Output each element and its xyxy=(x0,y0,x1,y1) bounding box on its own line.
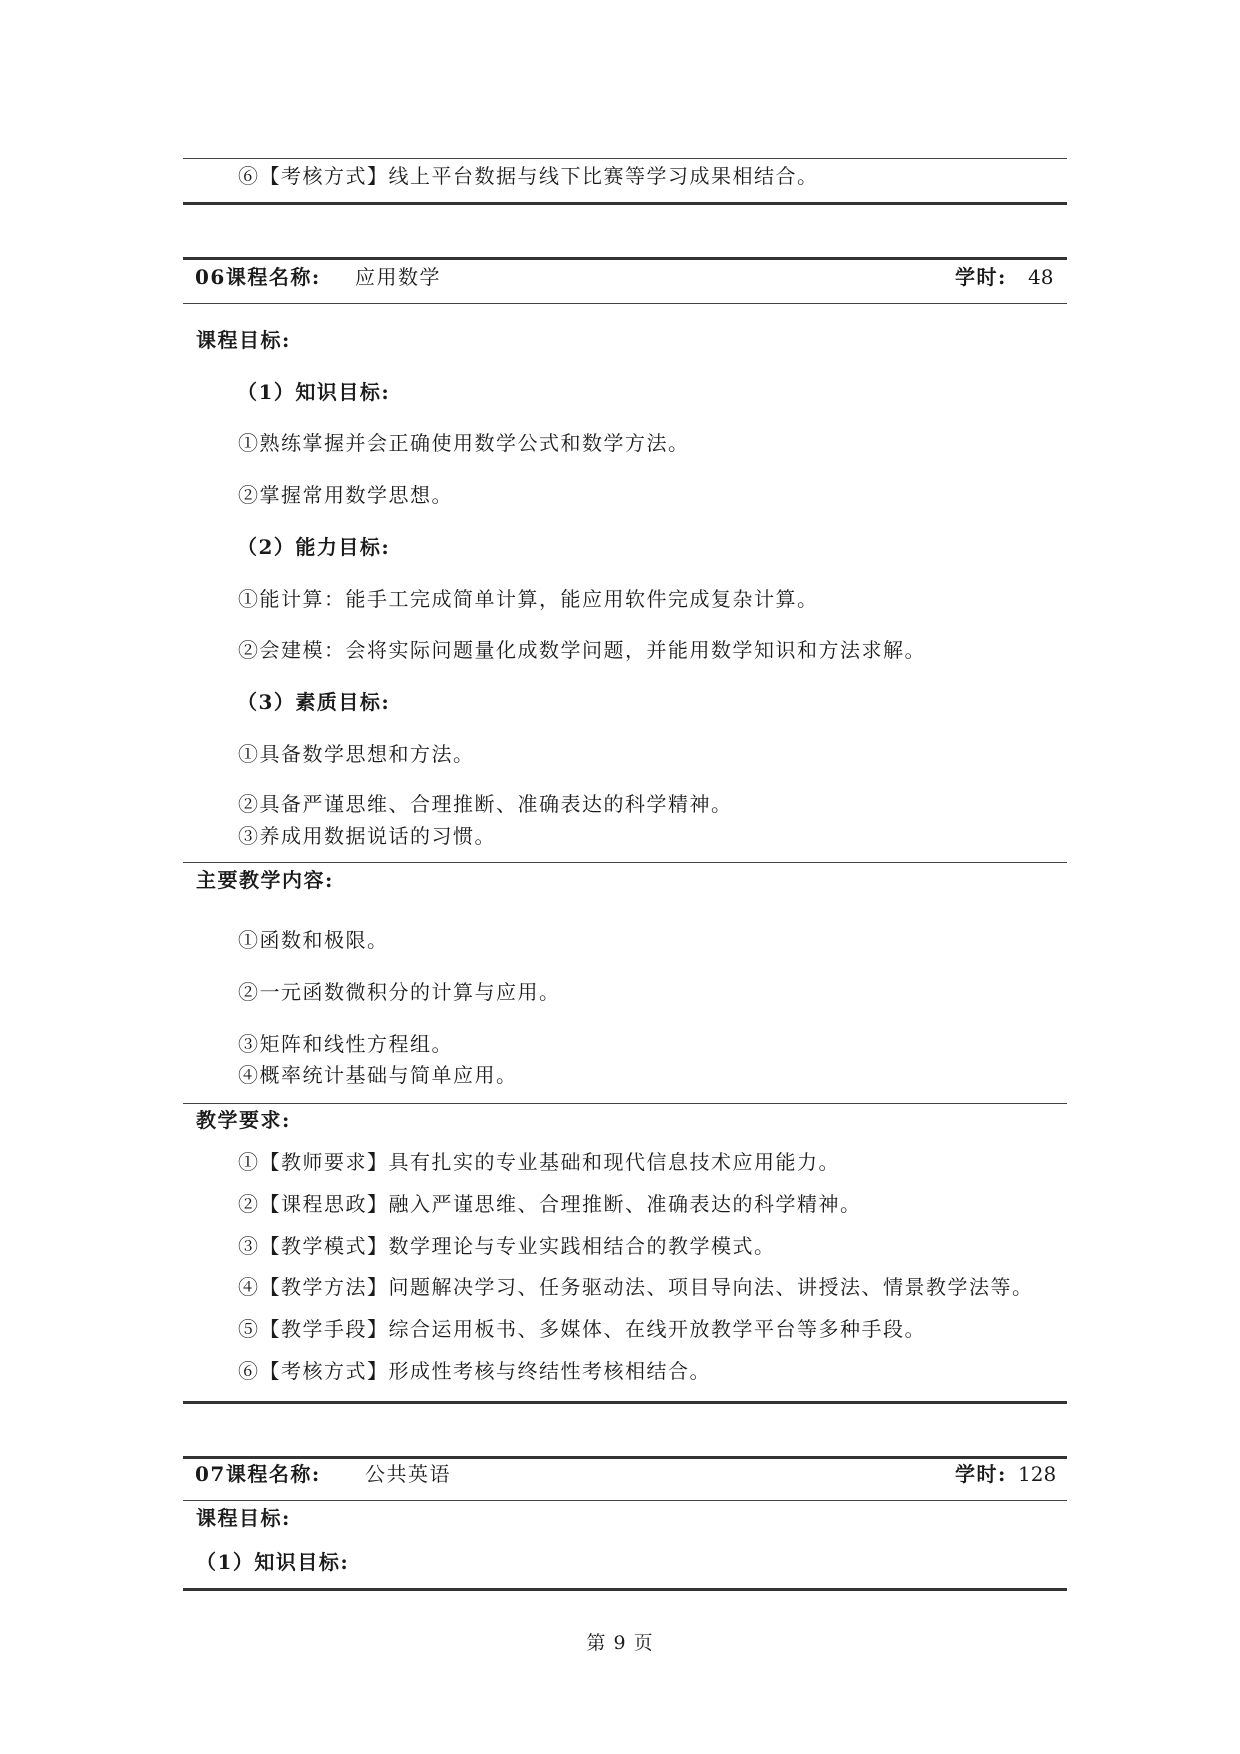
divider xyxy=(183,303,1067,304)
quality-heading: （3）素质目标: xyxy=(237,690,391,714)
course06-hours-value: 48 xyxy=(1028,265,1054,289)
course07-goals-label: 课程目标: xyxy=(196,1506,291,1530)
requirement-item: ①【教师要求】具有扎实的专业基础和现代信息技术应用能力。 xyxy=(238,1150,840,1174)
course07-hours-value: 128 xyxy=(1018,1462,1057,1486)
divider xyxy=(183,1401,1067,1404)
divider xyxy=(183,1456,1067,1459)
course07-name-value: 公共英语 xyxy=(365,1462,451,1486)
course07-hours-label: 学时: xyxy=(955,1462,1007,1486)
course06-content-label: 主要教学内容: xyxy=(196,868,334,892)
ability-item: ②会建模：会将实际问题量化成数学问题，并能用数学知识和方法求解。 xyxy=(238,638,926,662)
prev-assessment-line: ⑥【考核方式】线上平台数据与线下比赛等学习成果相结合。 xyxy=(238,164,819,188)
divider xyxy=(183,1103,1067,1104)
requirement-item: ⑥【考核方式】形成性考核与终结性考核相结合。 xyxy=(238,1359,711,1383)
divider xyxy=(183,862,1067,863)
quality-item: ②具备严谨思维、合理推断、准确表达的科学精神。 xyxy=(238,792,733,816)
requirement-item: ④【教学方法】问题解决学习、任务驱动法、项目导向法、讲授法、情景教学法等。 xyxy=(238,1275,1034,1299)
content-item: ③矩阵和线性方程组。 xyxy=(238,1032,453,1056)
requirement-item: ③【教学模式】数学理论与专业实践相结合的教学模式。 xyxy=(238,1234,776,1258)
divider xyxy=(183,158,1067,159)
course06-name-value: 应用数学 xyxy=(355,265,441,289)
course06-requirements-label: 教学要求: xyxy=(196,1108,291,1132)
course06-name-label: 06课程名称: xyxy=(195,265,321,289)
content-item: ①函数和极限。 xyxy=(238,928,389,952)
divider xyxy=(183,202,1067,205)
ability-item: ①能计算：能手工完成简单计算，能应用软件完成复杂计算。 xyxy=(238,587,819,611)
course07-name-label: 07课程名称: xyxy=(195,1462,321,1486)
knowledge-heading: （1）知识目标: xyxy=(237,380,391,404)
course07-knowledge-heading: （1）知识目标: xyxy=(196,1550,350,1574)
content-item: ④概率统计基础与简单应用。 xyxy=(238,1063,518,1087)
requirement-item: ⑤【教学手段】综合运用板书、多媒体、在线开放教学平台等多种手段。 xyxy=(238,1317,926,1341)
divider xyxy=(183,257,1067,260)
knowledge-item: ②掌握常用数学思想。 xyxy=(238,483,453,507)
course06-goals-label: 课程目标: xyxy=(196,328,291,352)
content-item: ②一元函数微积分的计算与应用。 xyxy=(238,980,561,1004)
quality-item: ①具备数学思想和方法。 xyxy=(238,742,475,766)
knowledge-item: ①熟练掌握并会正确使用数学公式和数学方法。 xyxy=(238,431,690,455)
course06-hours-label: 学时: xyxy=(955,265,1007,289)
divider xyxy=(183,1588,1067,1591)
divider xyxy=(183,1500,1067,1501)
quality-item: ③养成用数据说话的习惯。 xyxy=(238,824,496,848)
ability-heading: （2）能力目标: xyxy=(237,535,391,559)
requirement-item: ②【课程思政】融入严谨思维、合理推断、准确表达的科学精神。 xyxy=(238,1192,862,1216)
page-number: 第 9 页 xyxy=(586,1632,654,1654)
